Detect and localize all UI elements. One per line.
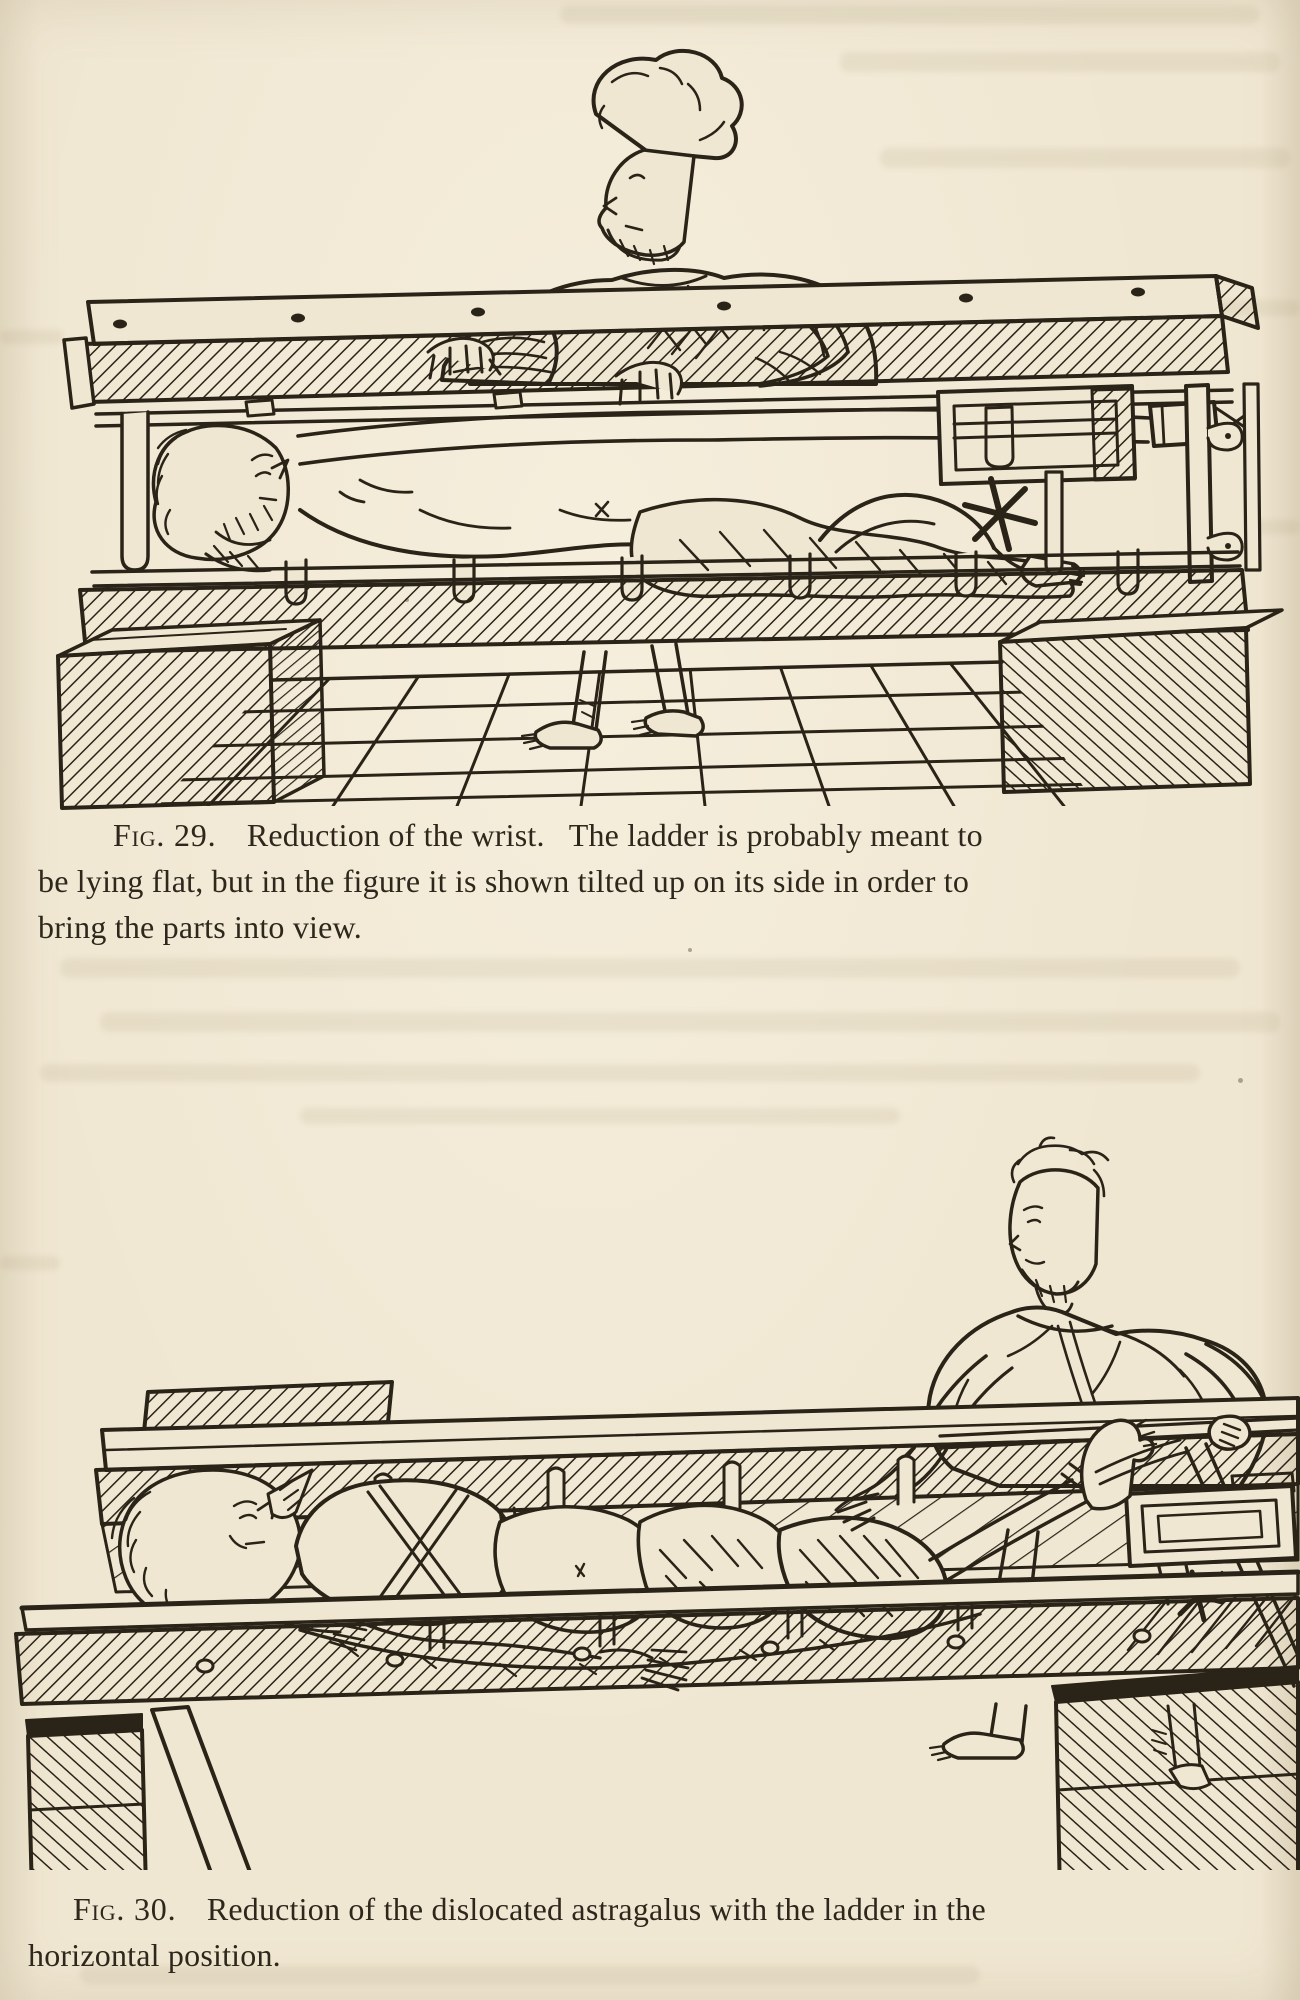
windlass-star (965, 479, 1035, 549)
bleed-through-text (100, 1012, 1280, 1032)
figure-29-label: Fig. 29. (113, 817, 217, 853)
figure-30-label: Fig. 30. (73, 1891, 177, 1927)
physician-feet (522, 644, 703, 749)
caption-line: Fig. 29. Reduction of the wrist. The ladder is probably meant to (113, 817, 983, 853)
support-leg-left (26, 1707, 256, 1870)
figure-29 (0, 0, 1300, 945)
bleed-through-text (60, 958, 1240, 978)
caption-line: Fig. 30. Reduction of the dislocated astragalus with the ladder in the (73, 1891, 986, 1927)
paper-speck (1238, 1078, 1243, 1083)
bleed-through-text (300, 1108, 900, 1124)
diagonal-leg (152, 1707, 256, 1870)
support-block-right (1000, 610, 1282, 792)
caption-line: be lying flat, but in the figure it is shown tilted up on its side in order to (38, 863, 970, 899)
figure-30-caption (28, 1886, 1288, 1978)
figure-30 (0, 1130, 1300, 2000)
floor-edge (272, 662, 1002, 680)
bleed-through-text (40, 1064, 1200, 1082)
gripping-hand (1209, 1416, 1250, 1449)
figure-29-caption (38, 812, 1288, 950)
caption-line: bring the parts into view. (38, 909, 362, 945)
caption-line: horizontal position. (28, 1937, 281, 1973)
woodcut-fig30 (0, 1130, 1300, 1870)
woodcut-fig29 (0, 40, 1300, 810)
